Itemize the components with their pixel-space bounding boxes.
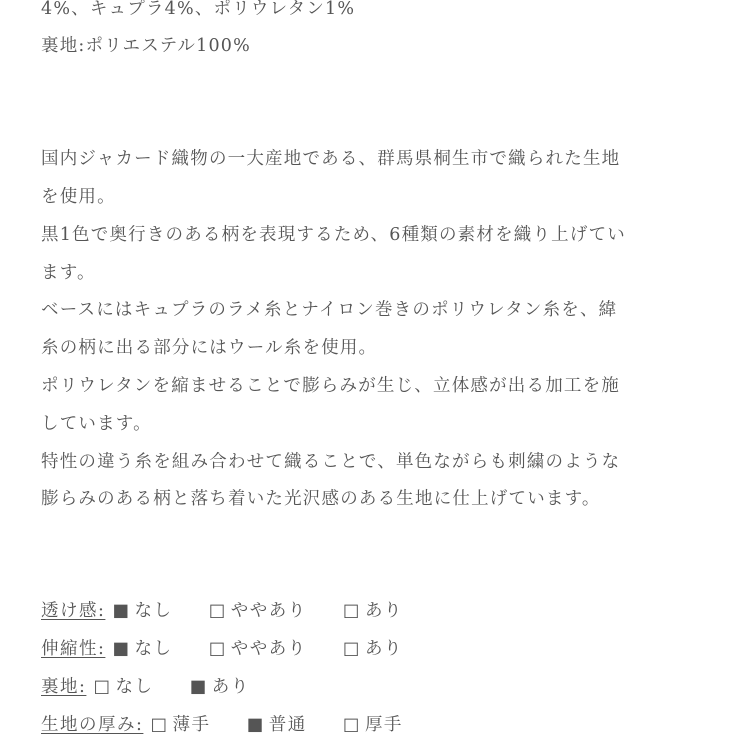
spec-option bbox=[343, 599, 403, 623]
materials-line-2: 裏地:ポリエステル100% bbox=[41, 36, 251, 56]
spec-lining bbox=[41, 675, 250, 699]
checkbox-icon: ■ bbox=[189, 677, 208, 697]
spec-option-text: 厚手 bbox=[364, 715, 403, 735]
spec-option bbox=[150, 713, 210, 737]
checkbox-icon: □ bbox=[208, 601, 227, 621]
spec-option bbox=[93, 675, 153, 699]
checkbox-icon: □ bbox=[342, 601, 361, 621]
description-line: 国内ジャカード織物の一大産地である、群馬県桐生市で織られた生地 bbox=[41, 149, 621, 169]
spec-option bbox=[343, 713, 403, 737]
description-line: ポリウレタンを縮ませることで膨らみが生じ、立体感が出る加工を施 bbox=[41, 376, 620, 396]
spec-thickness bbox=[41, 713, 403, 737]
description-line: 特性の違う糸を組み合わせて織ることで、単色ながらも刺繍のような bbox=[41, 452, 621, 472]
spec-option-text: なし bbox=[115, 677, 154, 697]
spec-label: 生地の厚み: bbox=[41, 715, 144, 735]
checkbox-icon: ■ bbox=[112, 639, 131, 659]
spec-option-text: 普通 bbox=[268, 715, 307, 735]
spec-option bbox=[247, 713, 307, 737]
description-line: 膨らみのある柄と落ち着いた光沢感のある生地に仕上げています。 bbox=[41, 489, 601, 509]
checkbox-icon: □ bbox=[150, 715, 169, 735]
description-line: を使用。 bbox=[41, 187, 116, 207]
description-line: ます。 bbox=[41, 263, 96, 283]
spec-option-text: あり bbox=[364, 601, 403, 621]
spec-option-text: ややあり bbox=[230, 601, 307, 621]
spec-option-text: あり bbox=[211, 677, 250, 697]
spec-label: 透け感: bbox=[41, 601, 106, 621]
spec-option-text: あり bbox=[364, 639, 403, 659]
description-line: しています。 bbox=[41, 414, 152, 434]
spec-option bbox=[209, 599, 307, 623]
spec-option bbox=[112, 599, 172, 623]
spec-option-text: なし bbox=[134, 639, 173, 659]
materials-line-1: 4%、キュプラ4%、ポリウレタン1% bbox=[41, 0, 356, 19]
checkbox-icon: □ bbox=[93, 677, 112, 697]
checkbox-icon: □ bbox=[342, 715, 361, 735]
checkbox-icon: □ bbox=[342, 639, 361, 659]
checkbox-icon: ■ bbox=[112, 601, 131, 621]
spec-transparency bbox=[41, 599, 403, 623]
spec-option bbox=[190, 675, 250, 699]
spec-label: 伸縮性: bbox=[41, 639, 106, 659]
spec-option-text: なし bbox=[134, 601, 173, 621]
spec-option bbox=[112, 637, 172, 661]
spec-option-text: ややあり bbox=[230, 639, 307, 659]
description-line: 黒1色で奥行きのある柄を表現するため、6種類の素材を織り上げてい bbox=[41, 225, 626, 245]
spec-stretch bbox=[41, 637, 403, 661]
checkbox-icon: □ bbox=[208, 639, 227, 659]
checkbox-icon: ■ bbox=[246, 715, 265, 735]
spec-option bbox=[343, 637, 403, 661]
spec-label: 裏地: bbox=[41, 677, 87, 697]
description-line: ベースにはキュプラのラメ糸とナイロン巻きのポリウレタン糸を、緯 bbox=[41, 300, 618, 320]
description-line: 糸の柄に出る部分にはウール糸を使用。 bbox=[41, 338, 378, 358]
spec-option-text: 薄手 bbox=[172, 715, 211, 735]
spec-option bbox=[209, 637, 307, 661]
